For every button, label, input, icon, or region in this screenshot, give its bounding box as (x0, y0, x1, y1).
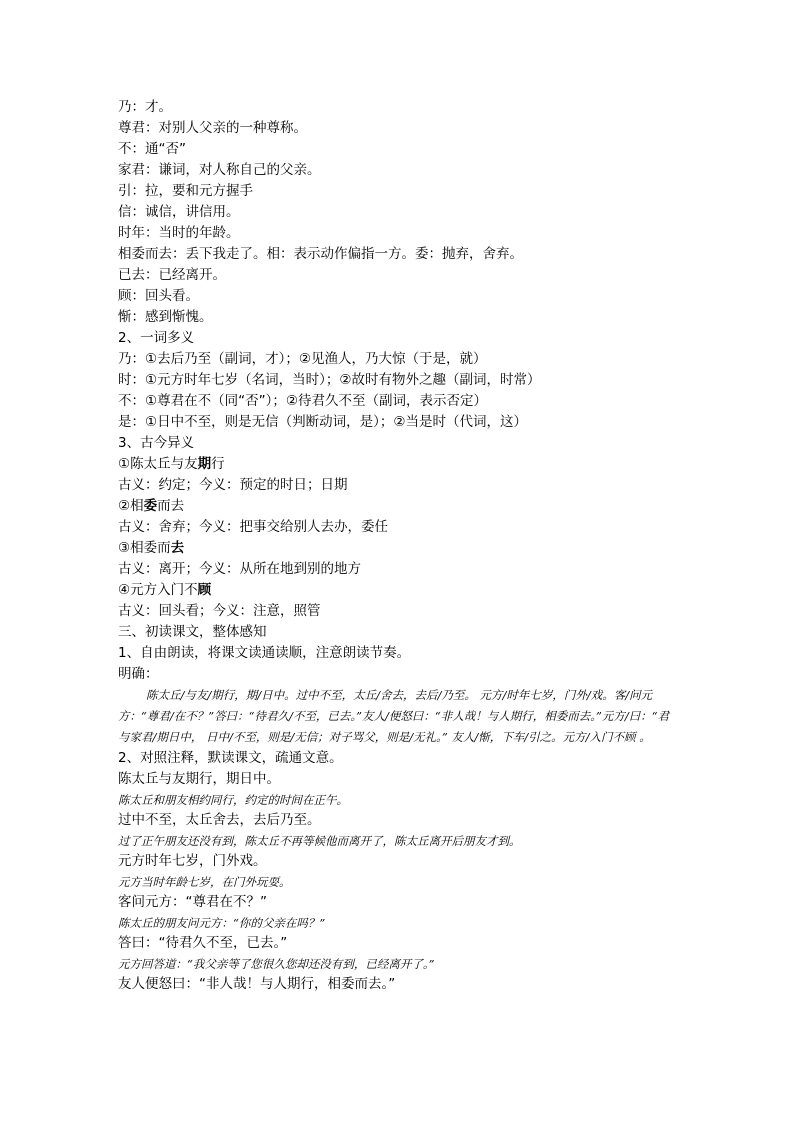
note-line: 尊君：对别人父亲的一种尊称。 (118, 120, 307, 136)
note-line: 不：通“否” (118, 141, 186, 157)
gujin-example (118, 538, 678, 559)
example-text: 而去 (157, 498, 185, 514)
note-line: 家君：谦词，对人称自己的父亲。 (118, 162, 321, 178)
keyword: 顾 (197, 582, 212, 598)
reading-section (118, 622, 678, 769)
document-page (118, 97, 678, 995)
example-text: ③相委而 (118, 540, 171, 556)
section-heading: 三、初读课文，整体感知 (118, 624, 267, 640)
translation-sentence: 陈太丘和朋友相约同行，约定的时间在正午。 (118, 793, 348, 807)
gujin-example (118, 496, 678, 517)
original-sentence: 客问元方：“尊君在不？” (118, 894, 267, 910)
original-sentence: 陈太丘与友期行，期日中。 (118, 771, 280, 787)
keyword: 去 (170, 540, 185, 556)
keyword: 期 (197, 456, 212, 472)
keyword: 委 (143, 498, 158, 514)
example-text: ④元方入门不 (118, 582, 198, 598)
section-heading: 3、古今异义 (118, 435, 195, 451)
gujin-meaning: 古义：约定；今义：预定的时日；日期 (118, 477, 348, 493)
note-line: 引：拉，要和元方握手 (118, 183, 253, 199)
note-line: 相委而去：丢下我走了。相：表示动作偏指一方。委：抛弃，舍弃。 (118, 246, 523, 262)
polysemy-line: 是：①日中不至，则是无信（判断动词，是）；②当是时（代词，这） (118, 414, 527, 430)
original-sentence: 过中不至，太丘舍去，去后乃至。 (118, 812, 321, 828)
gujin-meaning: 古义：舍弃；今义：把事交给别人去办，委任 (118, 519, 388, 535)
gujin-example (118, 454, 678, 475)
note-line: 惭：感到惭愧。 (118, 309, 213, 325)
gujin-meaning: 古义：回头看；今义：注意，照管 (118, 603, 321, 619)
example-text: ①陈太丘与友 (118, 456, 198, 472)
original-sentence: 答曰：“待君久不至，已去。” (118, 935, 288, 951)
note-line: 时年：当时的年龄。 (118, 225, 240, 241)
polysemy-line: 乃：①去后乃至（副词，才）；②见渔人，乃大惊（于是，就） (118, 351, 487, 367)
gujin-example (118, 580, 678, 601)
polysemy-line: 时：①元方时年七岁（名词，当时）；②故时有物外之趣（副词，时常） (118, 372, 541, 388)
translation-sentence: 过了正午朋友还没有到，陈太丘不再等候他而离开了，陈太丘离开后朋友才到。 (118, 834, 521, 848)
gujin-meaning: 古义：离开；今义：从所在地到别的地方 (118, 561, 361, 577)
translation-sentence: 陈太丘的朋友问元方：“你的父亲在吗？” (118, 916, 326, 930)
step-instruction: 2、对照注释，默读课文，疏通文意。 (118, 750, 343, 766)
example-text: ②相 (118, 498, 144, 514)
note-line: 乃：才。 (118, 99, 172, 115)
original-sentence: 元方时年七岁，门外戏。 (118, 853, 267, 869)
section-heading: 2、一词多义 (118, 330, 195, 346)
rhythm-passage: 陈太丘/与友/期行，期/日中。过中不至，太丘/舍去，去后/乃至。 元方/时年七岁，门外/戏。客/问元方：“尊君/在不？”答曰：“待君久/不至，已去。”友人/便怒曰：“非人哉！与人期行，相委而去。”元方/曰：“君与家君/期日中， 日中/不至，则是/无信；对子骂父，则是/无礼。” 友人/惭，下车/引之。元方/入门不顾 。 (118, 688, 670, 744)
translation-sentence: 元方当时年龄七岁，在门外玩耍。 (118, 875, 291, 889)
example-text: 行 (211, 456, 225, 472)
step-instruction: 1、自由朗读，将课文读通读顺，注意朗读节奏。 (118, 645, 411, 661)
original-sentence: 友人便怒曰：“非人哉！与人期行，相委而去。” (118, 976, 396, 992)
notes-section (118, 97, 678, 454)
translation-sentence: 元方回答道：“我父亲等了您很久您却还没有到，已经离开了。” (118, 957, 435, 971)
note-line: 信：诚信，讲信用。 (118, 204, 240, 220)
note-line: 顾：回头看。 (118, 288, 199, 304)
polysemy-line: 不：①尊君在不（同“否”）；②待君久不至（副词，表示否定） (118, 393, 487, 409)
gujin-section (118, 454, 678, 622)
translation-section (118, 769, 678, 995)
mingque-label: 明确： (118, 666, 159, 682)
note-line: 已去：已经离开。 (118, 267, 226, 283)
